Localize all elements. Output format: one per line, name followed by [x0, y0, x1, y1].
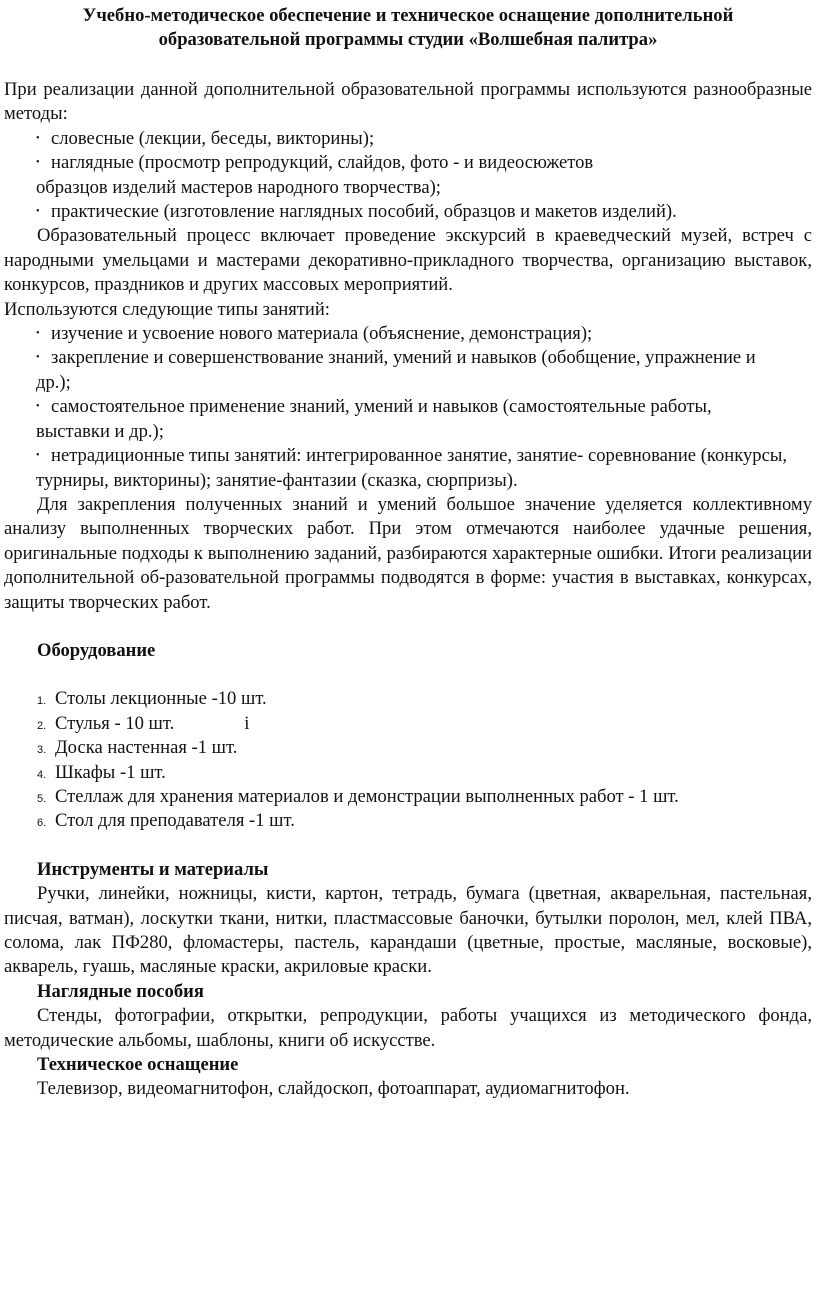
- list-number: 5.: [37, 792, 47, 805]
- technical-heading: Техническое оснащение: [37, 1054, 239, 1076]
- list-number: 6.: [37, 817, 47, 830]
- lesson-type-text: закрепление и совершенствование знаний, умений и навыков (обобщение, упражнение и др.);: [36, 347, 756, 393]
- equipment-heading: Оборудование: [37, 639, 156, 661]
- method-item-visual: [4, 151, 812, 175]
- bullet-marker: •: [36, 206, 40, 218]
- list-item: [37, 761, 812, 785]
- tools-heading: Инструменты и материалы: [37, 858, 269, 880]
- list-number: 4.: [37, 768, 47, 781]
- document-title: [4, 4, 812, 52]
- list-item: [37, 712, 812, 736]
- lesson-type-text: изучение и усвоение нового материала (объяснение, демонстрация);: [51, 323, 593, 345]
- technical-paragraph: Телевизор, видеомагнитофон, слайдоскоп, фотоаппарат, аудиомагнитофон.: [37, 1078, 630, 1100]
- list-number: 3.: [37, 744, 47, 757]
- lesson-type-item: [4, 346, 812, 395]
- list-number: 1.: [37, 695, 47, 708]
- method-text: наглядные (просмотр репродукций, слайдов, фото - и видеосюжетов: [51, 152, 594, 174]
- closing-paragraph: Для закрепления полученных знаний и умений большое значение уделяется коллективному анализу выполненных творческих работ. При этом отмечаются наиболее удачные решения, оригинальные подходы к выполнению заданий, разбираются характерные ошибки. Итоги реализации дополнительной об-разовательной программы подводятся в форме: участия в выставках, конкурсах, защиты творческих работ.: [4, 493, 812, 613]
- method-item-verbal: [4, 127, 812, 151]
- list-item-text: Столы лекционные -10 шт.: [55, 688, 267, 710]
- spacer: [4, 834, 812, 858]
- lesson-type-item: [4, 395, 812, 444]
- bullet-marker: •: [36, 401, 40, 413]
- document-page: [4, 4, 812, 1102]
- method-text: практические (изготовление наглядных пособий, образцов и макетов изделий).: [51, 201, 677, 223]
- spacer: [4, 663, 812, 687]
- list-item: [37, 785, 812, 809]
- list-item-text: Доска настенная -1 шт.: [55, 737, 238, 759]
- list-item-text: Стулья - 10 шт.: [55, 712, 175, 734]
- visual-aids-heading: Наглядные пособия: [37, 980, 204, 1002]
- bullet-marker: •: [36, 450, 40, 462]
- list-item: [37, 687, 812, 711]
- bullet-marker: •: [36, 132, 40, 144]
- lesson-type-item: [4, 444, 812, 493]
- visual-aids-paragraph: Стенды, фотографии, открытки, репродукции, работы учащихся из методического фонда, методические альбомы, шаблоны, книги об искусстве.: [4, 1005, 812, 1051]
- title-line-1: Учебно-методическое обеспечение и техническое оснащение дополнительной: [82, 5, 734, 26]
- list-item: [37, 736, 812, 760]
- tools-paragraph: Ручки, линейки, ножницы, кисти, картон, тетрадь, бумага (цветная, акварельная, пастельная, писчая, ватман), лоскутки ткани, нитки, пластмассовые баночки, бутылки поролон, мел, клей ПВА, солома, лак ПФ280, фломастеры, пастель, карандаши (цветные, простые, масляные, восковые), акварель, гуашь, масляные краски, акриловые краски.: [4, 883, 812, 978]
- method-continuation: образцов изделий мастеров народного творчества);: [36, 176, 441, 198]
- list-number: 2.: [37, 719, 47, 732]
- stray-mark: і: [244, 712, 250, 734]
- list-item-text: Стол для преподавателя -1 шт.: [55, 810, 295, 832]
- lesson-types-intro: Используются следующие типы занятий:: [4, 298, 330, 320]
- lesson-type-item: [4, 322, 812, 346]
- intro-paragraph: При реализации данной дополнительной образовательной программы используются разнообразные методы:: [4, 79, 812, 125]
- bullet-marker: •: [36, 328, 40, 340]
- lesson-type-text: нетрадиционные типы занятий: интегрированное занятие, занятие- соревнование (конкурсы, турниры, викторины); занятие-фантазии (сказка, сюрпризы).: [36, 445, 787, 491]
- lesson-type-text: самостоятельное применение знаний, умений и навыков (самостоятельные работы, выставки и др.);: [36, 396, 712, 442]
- spacer: [4, 615, 812, 639]
- process-paragraph: Образовательный процесс включает проведение экскурсий в краеведческий музей, встреч с народными умельцами и мастерами декоративно-прикладного творчества, организацию выставок, конкурсов, праздников и других массовых мероприятий.: [4, 225, 812, 296]
- bullet-marker: •: [36, 352, 40, 364]
- method-text: словесные (лекции, беседы, викторины);: [51, 127, 375, 149]
- list-item: [37, 809, 812, 833]
- list-item-text: Шкафы -1 шт.: [55, 761, 166, 783]
- list-item-text: Стеллаж для хранения материалов и демонстрации выполненных работ - 1 шт.: [55, 785, 679, 807]
- method-item-practical: [4, 200, 812, 224]
- bullet-marker: •: [36, 157, 40, 169]
- equipment-list: [4, 687, 812, 833]
- title-line-2: образовательной программы студии «Волшебная палитра»: [158, 29, 658, 50]
